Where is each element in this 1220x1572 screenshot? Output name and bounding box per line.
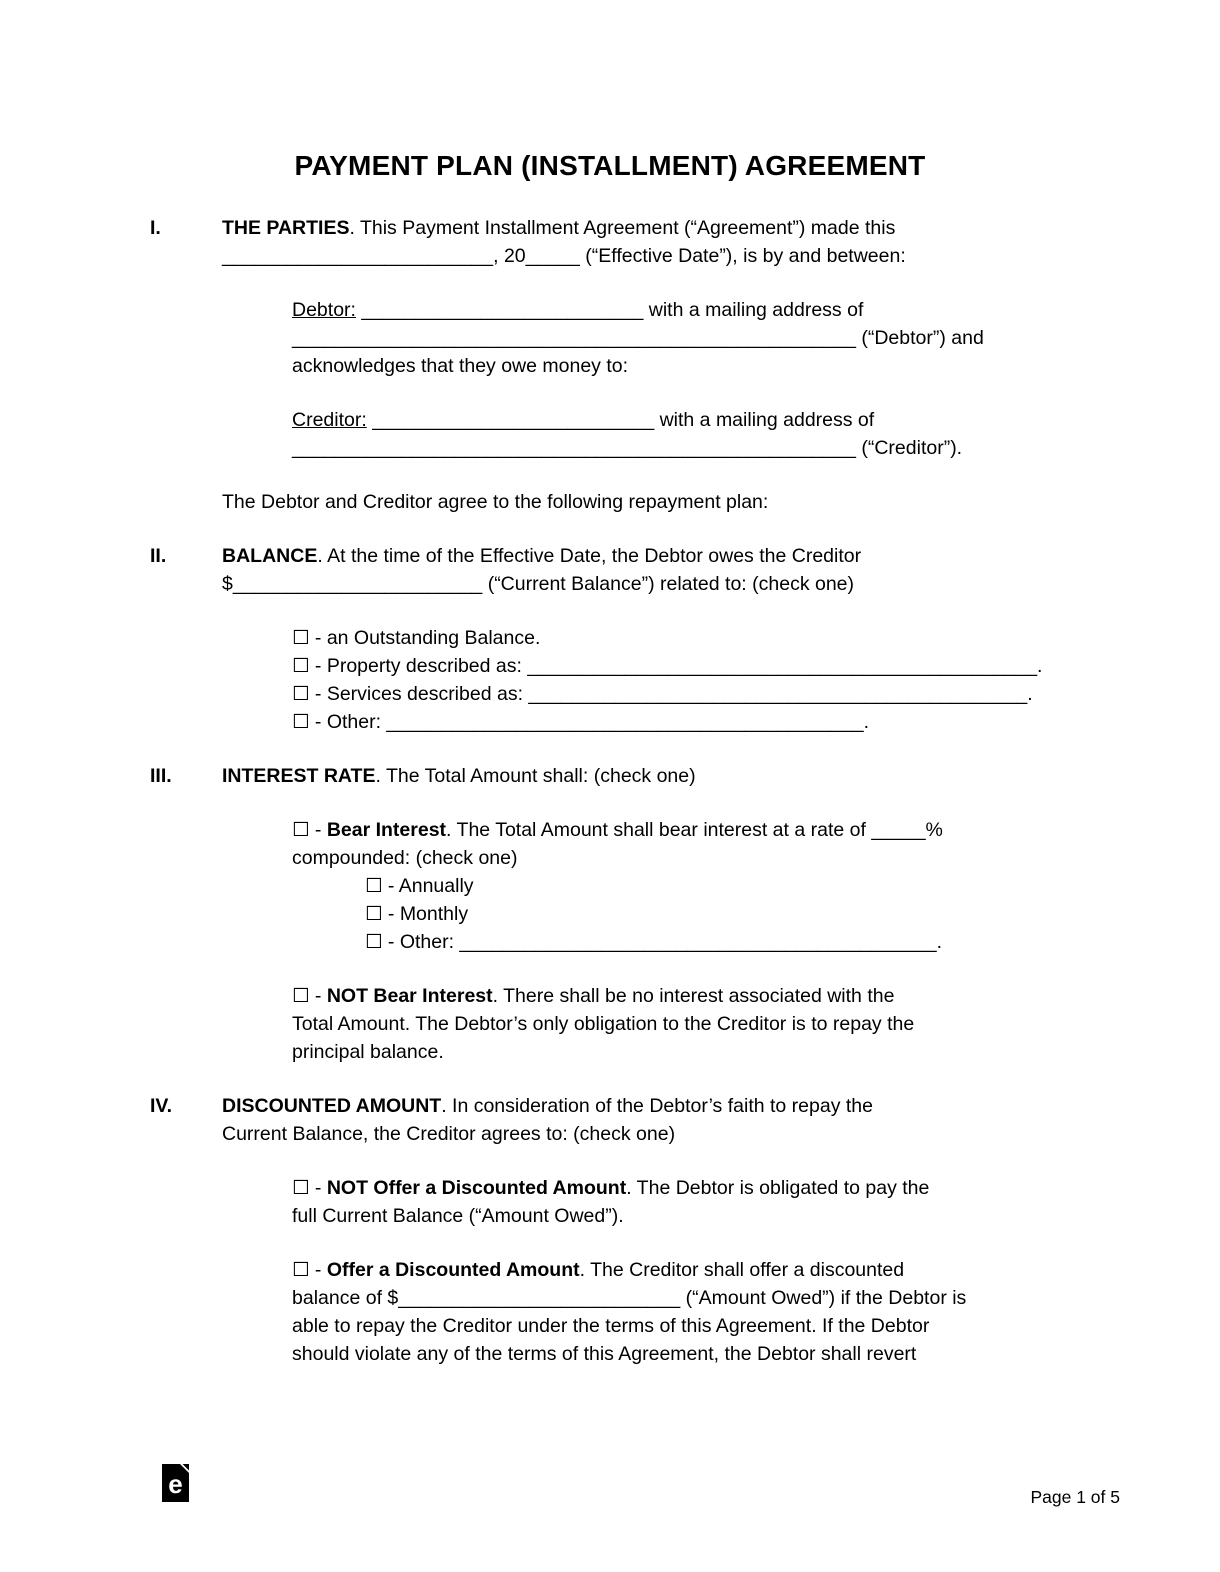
debtor-clause [292, 296, 1082, 380]
bold-text-run: NOT Bear Interest [326, 985, 493, 1007]
text-run: - [309, 1259, 327, 1281]
text-run: Debtor: [292, 299, 356, 321]
text-line [292, 324, 1082, 352]
checkbox-icon[interactable]: ☐ [365, 874, 383, 897]
text-line [292, 844, 1082, 872]
text-run: Total Amount. The Debtor’s only obligation to the Creditor is to repay the [292, 1013, 915, 1035]
bear-interest-option [292, 816, 1082, 872]
text-line [222, 570, 1082, 598]
bold-text-run: Bear Interest [326, 819, 447, 841]
text-line [292, 1010, 1082, 1038]
checkbox-icon[interactable]: ☐ [292, 818, 310, 841]
text-run: should violate any of the terms of this Agreement, the Debtor shall revert [292, 1343, 917, 1365]
text-run: - [309, 985, 327, 1007]
text-run: . In consideration of the Debtor’s faith to repay the [441, 1095, 873, 1117]
text-run: principal balance. [292, 1041, 444, 1063]
text-run: balance of $__________________________ (“Amount Owed”) if the Debtor is [292, 1287, 967, 1309]
compound-options [365, 872, 1082, 956]
checkbox-icon[interactable]: ☐ [292, 1176, 310, 1199]
text-line [292, 1340, 1082, 1368]
checkbox-icon[interactable]: ☐ [292, 710, 310, 733]
text-line [292, 652, 1082, 680]
text-run: $_______________________ (“Current Balance”) related to: (check one) [222, 573, 855, 595]
text-run: . There shall be no interest associated with the [492, 985, 895, 1007]
text-run: _________________________, 20_____ (“Effective Date”), is by and between: [222, 245, 906, 267]
bold-text-run: Offer a Discounted Amount [326, 1259, 580, 1281]
text-line [292, 352, 1082, 380]
bold-text-run: BALANCE [222, 545, 318, 567]
bold-text-run: DISCOUNTED AMOUNT [222, 1095, 442, 1117]
bold-text-run: THE PARTIES [222, 217, 350, 239]
document-body [150, 214, 1082, 1394]
text-line [365, 900, 1082, 928]
text-run: Creditor: [292, 409, 367, 431]
section-number: III. [150, 765, 172, 787]
text-run: - Services described as: ______________________________________________. [309, 683, 1033, 705]
text-run: - Other: ____________________________________________. [382, 931, 943, 953]
text-run: The Debtor and Creditor agree to the following repayment plan: [222, 491, 769, 513]
text-line [292, 434, 1082, 462]
text-run: - an Outstanding Balance. [309, 627, 541, 649]
text-run: . The Creditor shall offer a discounted [579, 1259, 905, 1281]
repayment-intro [222, 488, 1082, 516]
document-title: PAYMENT PLAN (INSTALLMENT) AGREEMENT [294, 150, 926, 181]
text-run: able to repay the Creditor under the terms of this Agreement. If the Debtor [292, 1315, 930, 1337]
text-run: . The Total Amount shall: (check one) [375, 765, 696, 787]
text-run: . The Debtor is obligated to pay the [626, 1177, 930, 1199]
section-the-parties [150, 214, 1082, 270]
text-run: __________________________ with a mailing address of [366, 409, 875, 431]
text-run: ____________________________________________________ (“Debtor”) and [292, 327, 984, 349]
text-line [365, 928, 1082, 956]
text-line [292, 708, 1082, 736]
text-line [222, 762, 1082, 790]
balance-options [292, 624, 1082, 736]
section-interest-rate [150, 762, 1082, 790]
checkbox-icon[interactable]: ☐ [292, 626, 310, 649]
bold-text-run: NOT Offer a Discounted Amount [326, 1177, 627, 1199]
text-run: acknowledges that they owe money to: [292, 355, 629, 377]
text-line [292, 982, 1082, 1010]
not-bear-interest-option [292, 982, 1082, 1066]
text-line [222, 214, 1082, 242]
checkbox-icon[interactable]: ☐ [292, 682, 310, 705]
checkbox-icon[interactable]: ☐ [292, 984, 310, 1007]
text-run: . The Total Amount shall bear interest at a rate of _____% [446, 819, 943, 841]
text-run: Current Balance, the Creditor agrees to: (check one) [222, 1123, 676, 1145]
logo-letter: e [168, 1469, 183, 1499]
text-line [292, 1038, 1082, 1066]
text-run: - Property described as: _______________________________________________. [309, 655, 1043, 677]
text-run: - Annually [382, 875, 474, 897]
text-run: ____________________________________________________ (“Creditor”). [292, 437, 963, 459]
text-line [292, 406, 1082, 434]
creditor-clause [292, 406, 1082, 462]
text-run: __________________________ with a mailing address of [355, 299, 864, 321]
page-number-label: Page 1 of 5 [1030, 1487, 1120, 1507]
checkbox-icon[interactable]: ☐ [292, 654, 310, 677]
text-run: - Other: ____________________________________________. [309, 711, 870, 733]
text-line [365, 872, 1082, 900]
text-line [222, 1092, 1082, 1120]
text-run: compounded: (check one) [292, 847, 518, 869]
text-line [292, 1284, 1082, 1312]
text-line [292, 1202, 1082, 1230]
text-line [292, 624, 1082, 652]
text-line [222, 1120, 1082, 1148]
text-run: - Monthly [382, 903, 469, 925]
section-number: II. [150, 545, 167, 567]
text-line [222, 488, 1082, 516]
text-line [292, 1312, 1082, 1340]
text-run: full Current Balance (“Amount Owed”). [292, 1205, 624, 1227]
section-number: I. [150, 217, 161, 239]
checkbox-icon[interactable]: ☐ [365, 902, 383, 925]
text-line [292, 296, 1082, 324]
text-line [292, 1256, 1082, 1284]
text-line [222, 242, 1082, 270]
eforms-logo [162, 1464, 189, 1502]
checkbox-icon[interactable]: ☐ [365, 930, 383, 953]
text-run: . At the time of the Effective Date, the Debtor owes the Creditor [317, 545, 862, 567]
bold-text-run: INTEREST RATE [222, 765, 376, 787]
section-number: IV. [150, 1095, 173, 1117]
text-run: - [309, 1177, 327, 1199]
not-offer-discount-option [292, 1174, 1082, 1230]
text-line [222, 542, 1082, 570]
section-discounted-amount [150, 1092, 1082, 1148]
text-run: . This Payment Installment Agreement (“Agreement”) made this [349, 217, 896, 239]
offer-discount-option [292, 1256, 1082, 1368]
section-balance [150, 542, 1082, 598]
checkbox-icon[interactable]: ☐ [292, 1258, 310, 1281]
text-line [292, 680, 1082, 708]
text-line [292, 1174, 1082, 1202]
text-line [292, 816, 1082, 844]
text-run: - [309, 819, 327, 841]
